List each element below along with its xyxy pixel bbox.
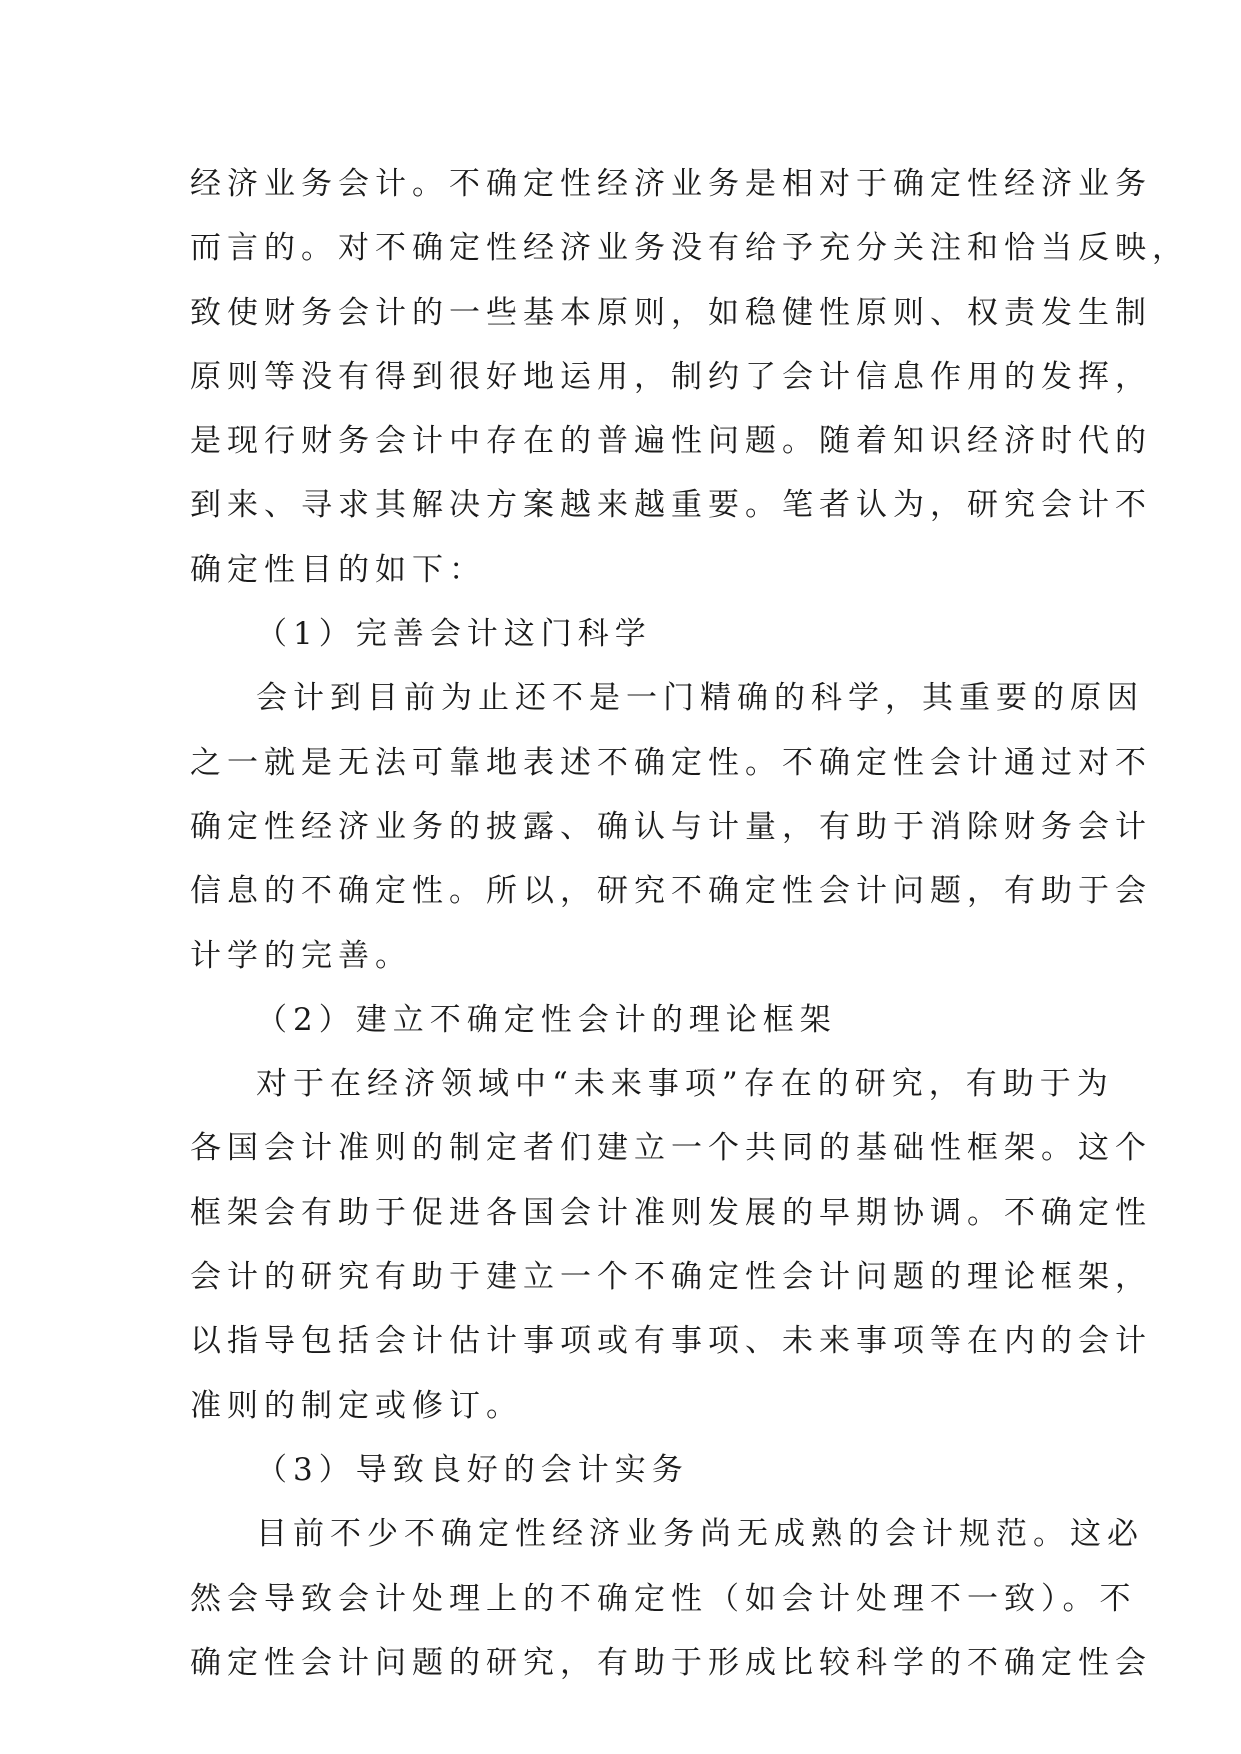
- section-heading-3: （3）导致良好的会计实务: [256, 1451, 689, 1488]
- text-line: 各国会计准则的制定者们建立一个共同的基础性框架。这个: [190, 1130, 1152, 1167]
- section-heading-1: （1）完善会计这门科学: [256, 616, 652, 653]
- body-text: [190, 152, 1189, 1695]
- text-line: 以指导包括会计估计事项或有事项、未来事项等在内的会计: [190, 1323, 1152, 1360]
- text-line: 而言的。对不确定性经济业务没有给予充分关注和恰当反映，: [190, 230, 1189, 267]
- text-line: 确定性目的如下：: [190, 551, 486, 588]
- text-line: 之一就是无法可靠地表述不确定性。不确定性会计通过对不: [190, 744, 1152, 781]
- text-line: 信息的不确定性。所以，研究不确定性会计问题，有助于会: [190, 873, 1152, 910]
- text-line: 准则的制定或修订。: [190, 1387, 523, 1424]
- text-line: 计学的完善。: [190, 937, 412, 974]
- text-line: 会计的研究有助于建立一个不确定性会计问题的理论框架，: [190, 1259, 1152, 1296]
- text-line: 确定性会计问题的研究，有助于形成比较科学的不确定性会: [190, 1644, 1152, 1681]
- paragraph-start: 会计到目前为止还不是一门精确的科学，其重要的原因: [256, 680, 1144, 717]
- text-line: 然会导致会计处理上的不确定性（如会计处理不一致）。不: [190, 1580, 1137, 1617]
- paragraph-start: 对于在经济领域中“未来事项”存在的研究，有助于为: [256, 1066, 1114, 1103]
- section-heading-2: （2）建立不确定性会计的理论框架: [256, 1001, 837, 1038]
- text-line: 原则等没有得到很好地运用，制约了会计信息作用的发挥，: [190, 358, 1152, 395]
- text-line: 到来、寻求其解决方案越来越重要。笔者认为，研究会计不: [190, 487, 1152, 524]
- text-line: 框架会有助于促进各国会计准则发展的早期协调。不确定性: [190, 1194, 1152, 1231]
- text-line: 经济业务会计。不确定性经济业务是相对于确定性经济业务: [190, 166, 1152, 202]
- paragraph-start: 目前不少不确定性经济业务尚无成熟的会计规范。这必: [256, 1516, 1144, 1553]
- text-line: 是现行财务会计中存在的普遍性问题。随着知识经济时代的: [190, 423, 1152, 460]
- text-line: 确定性经济业务的披露、确认与计量，有助于消除财务会计: [190, 808, 1152, 845]
- text-line: 致使财务会计的一些基本原则，如稳健性原则、权责发生制: [190, 294, 1152, 331]
